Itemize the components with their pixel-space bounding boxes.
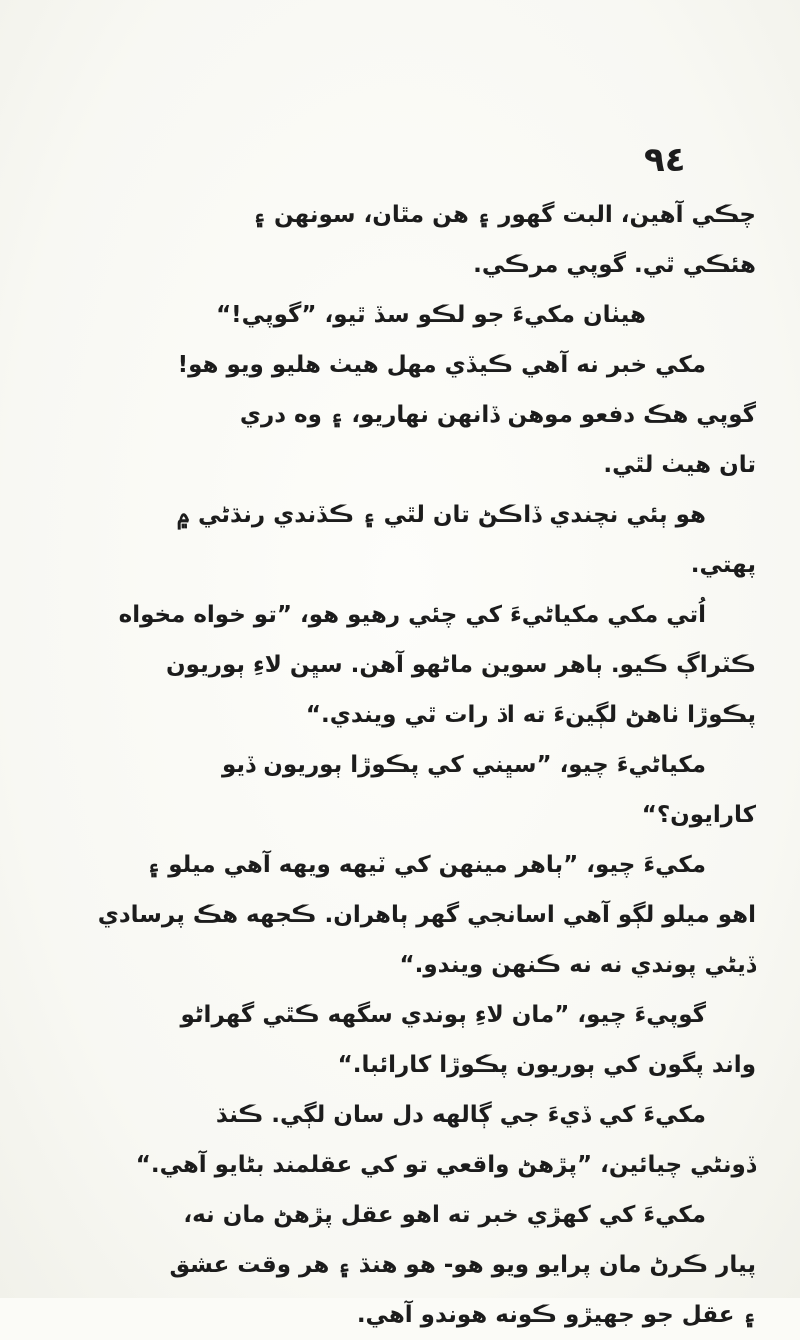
text-line: ڪٽراڳ ڪيو. ٻاهر سوين ماڻهو آهن. سڀن لاءِ ٻوريون	[166, 652, 756, 678]
text-line: ڏيڻي پوندي نه نه ڪنهن ويندو.“	[399, 952, 756, 978]
text-line: گوپي هڪ دفعو موهن ڏانهن نهاريو، ۽ وه دري	[239, 402, 756, 428]
text-line: چڪي آهين، البت گهور ۽ هن مٿان، سونهن ۽	[252, 202, 756, 228]
text-line: واند پگون کي ٻوريون پڪوڙا کارائبا.“	[337, 1052, 756, 1078]
text-line: ڏونڻي چيائين، ”پڙهڻ واقعي تو کي عقلمند بڻايو آهي.“	[135, 1152, 756, 1178]
text-line: گوپيءَ چيو، ”مان لاءِ ٻوندي سگهه ڪٿي گهراڻو	[180, 1002, 706, 1028]
text-line: پهتي.	[690, 552, 756, 578]
text-line: کارايون؟“	[641, 802, 756, 828]
text-line: پڪوڙا ٺاهڻ لڳينءَ ته اڌ رات ٿي ويندي.“	[305, 702, 756, 728]
text-line: اهو ميلو لڳو آهي اسانجي گهر ٻاهران. ڪجهه هڪ پرسادي	[97, 902, 756, 928]
text-line: مکيءَ کي ڏيءَ جي ڳالهه دل سان لڳي. ڪنڌ	[215, 1102, 706, 1128]
text-line: اُتي مکي مکياڻيءَ کي چئي رهيو هو، ”تو خواه مخواه	[118, 602, 706, 628]
text-line: ۽ عقل جو جهيڙو ڪونه هوندو آهي.	[356, 1302, 756, 1328]
page-number: ٩٤	[644, 140, 686, 180]
text-line: مکيءَ کي کهڙي خبر ته اهو عقل پڙهڻ مان نه،	[183, 1202, 706, 1228]
text-line: تان هيٺ لٿي.	[603, 452, 756, 478]
body-text	[44, 190, 756, 1340]
text-line: هو ٻئي نچندي ڏاڪڻ تان لٿي ۽ ڪڏندي رنڌڻي ۾	[176, 502, 706, 528]
text-line: هئڪي ٿي. گوپي مرڪي.	[473, 252, 756, 278]
text-line: پيار ڪرڻ مان پرايو ويو هو- هو هنڌ ۽ هر وقت عشق	[169, 1252, 756, 1278]
text-line: مکي خبر نه آهي ڪيڏي مهل هيٺ هليو ويو هو!	[177, 352, 706, 378]
text-line: هيٺان مکيءَ جو لڪو سڏ ٿيو، ”گوپي!“	[216, 302, 646, 328]
text-line: مکياڻيءَ چيو، ”سڀني کي پڪوڙا ٻوريون ڏيو	[221, 752, 706, 778]
text-line: مکيءَ چيو، ”ٻاهر مينهن کي ٽيهه ويهه آهي ميلو ۽	[146, 852, 706, 878]
